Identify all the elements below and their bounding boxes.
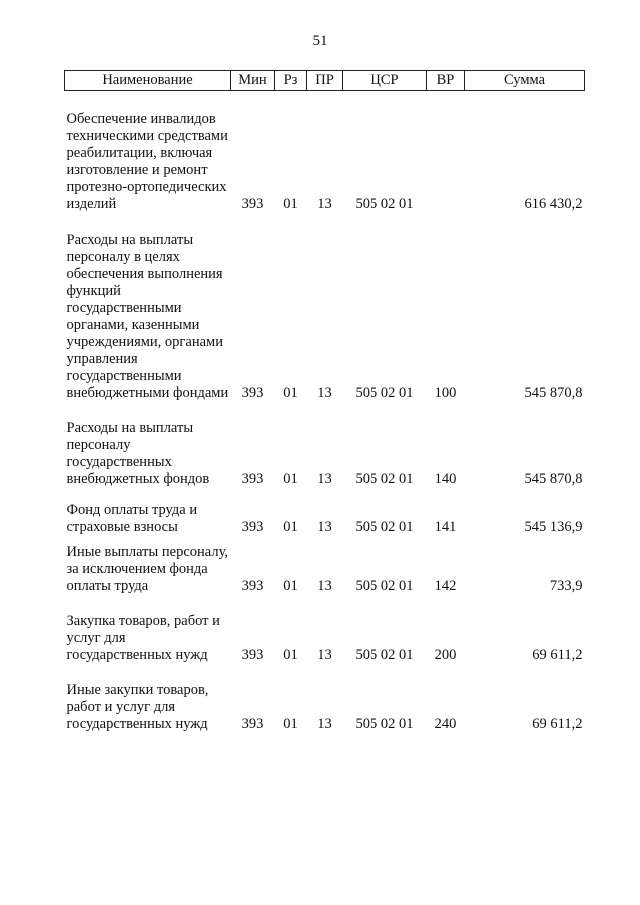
- row-min: 393: [241, 385, 264, 401]
- row-min: 393: [241, 471, 264, 487]
- row-sum: 545 136,9: [524, 519, 583, 535]
- row-csr: 505 02 01: [355, 385, 414, 401]
- row-vr: 240: [434, 716, 457, 732]
- header-rz: Рз: [275, 71, 307, 91]
- row-csr: 505 02 01: [355, 716, 414, 732]
- row-vr: 142: [434, 578, 457, 594]
- header-vr: ВР: [427, 71, 465, 91]
- row-vr: 100: [434, 385, 457, 401]
- row-csr: 505 02 01: [355, 578, 414, 594]
- row-min: 393: [241, 578, 264, 594]
- row-pr: 13: [317, 647, 332, 663]
- row-vr: 140: [434, 471, 457, 487]
- header-csr: ЦСР: [343, 71, 427, 91]
- row-pr: 13: [317, 385, 332, 401]
- table-row: [65, 682, 585, 733]
- row-min: 393: [241, 647, 264, 663]
- row-sum: 733,9: [549, 578, 583, 594]
- row-vr: 200: [434, 647, 457, 663]
- row-csr: 505 02 01: [355, 519, 414, 535]
- row-rz: 01: [283, 578, 298, 594]
- row-pr: 13: [317, 471, 332, 487]
- row-pr: 13: [317, 519, 332, 535]
- row-csr: 505 02 01: [355, 647, 414, 663]
- row-pr: 13: [317, 196, 332, 212]
- page-number: 51: [312, 33, 328, 49]
- row-rz: 01: [283, 647, 298, 663]
- row-min: 393: [241, 519, 264, 535]
- row-rz: 01: [283, 471, 298, 487]
- row-min: 393: [241, 716, 264, 732]
- row-name: Иные выплаты персоналу, за исключением фонда оплаты труда: [66, 544, 228, 594]
- table-row: [65, 420, 585, 488]
- row-pr: 13: [317, 578, 332, 594]
- table-row: [65, 544, 585, 595]
- header-name: Наименование: [65, 71, 231, 91]
- row-sum: 545 870,8: [524, 385, 583, 401]
- row-name: Расходы на выплаты персоналу государственных внебюджетных фондов: [66, 420, 210, 487]
- row-vr: 141: [434, 519, 457, 535]
- header-sum: Сумма: [465, 71, 585, 91]
- header-pr: ПР: [307, 71, 343, 91]
- budget-table: [64, 70, 585, 733]
- table-header-row: [65, 71, 585, 91]
- row-name: Закупка товаров, работ и услуг для государственных нужд: [66, 613, 220, 663]
- row-sum: 69 611,2: [532, 647, 583, 663]
- row-name: Иные закупки товаров, работ и услуг для государственных нужд: [66, 682, 209, 732]
- row-pr: 13: [317, 716, 332, 732]
- row-csr: 505 02 01: [355, 196, 414, 212]
- row-name: Фонд оплаты труда и страховые взносы: [66, 502, 198, 535]
- row-rz: 01: [283, 716, 298, 732]
- table-row: [65, 111, 585, 213]
- row-vr: [427, 111, 465, 213]
- table-row: [65, 502, 585, 536]
- row-name: Обеспечение инвалидов техническими средствами реабилитации, включая изготовление и ремонт протезно-ортопедических изделий: [66, 111, 228, 212]
- row-csr: 505 02 01: [355, 471, 414, 487]
- row-sum: 69 611,2: [532, 716, 583, 732]
- table-row: [65, 613, 585, 664]
- row-rz: 01: [283, 196, 298, 212]
- header-min: Мин: [231, 71, 275, 91]
- table-row: [65, 232, 585, 402]
- row-rz: 01: [283, 385, 298, 401]
- row-sum: 616 430,2: [524, 196, 583, 212]
- row-rz: 01: [283, 519, 298, 535]
- row-name: Расходы на выплаты персоналу в целях обеспечения выполнения функций государственными органами, казенными учреждениями, органами управления государственными внебюджетными фондами: [66, 232, 229, 401]
- row-min: 393: [241, 196, 264, 212]
- row-sum: 545 870,8: [524, 471, 583, 487]
